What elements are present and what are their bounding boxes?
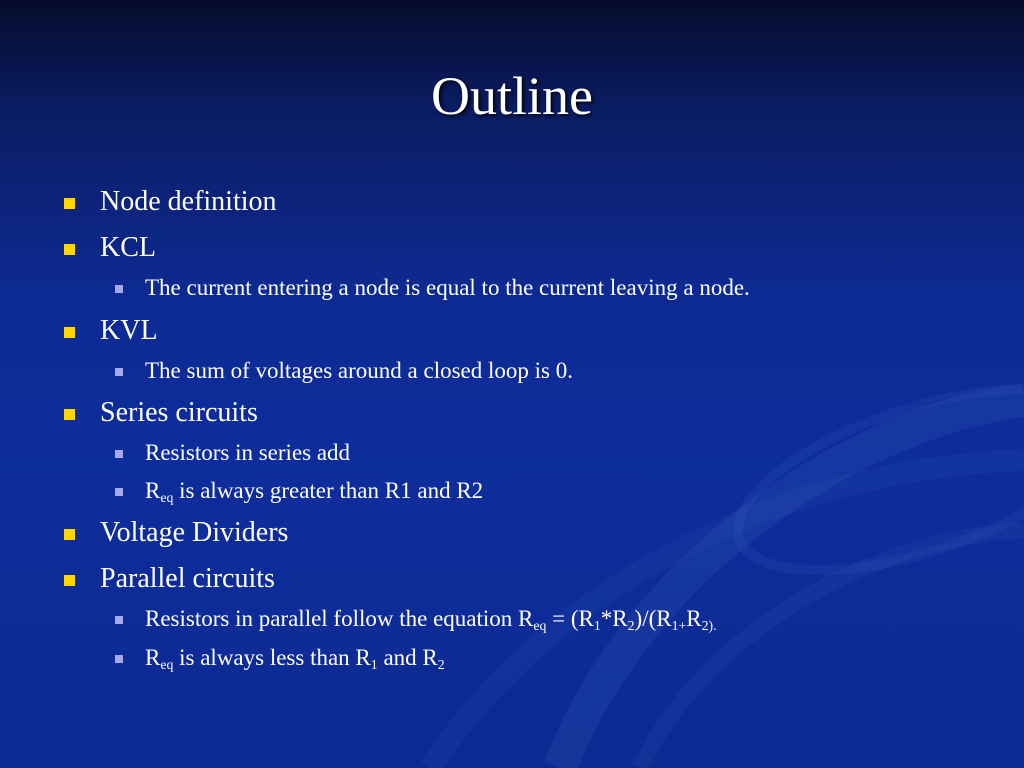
sub-bullet-kcl xyxy=(145,274,750,302)
bullet-text: Resistors in series add xyxy=(145,440,351,465)
bullet-text: Series circuits xyxy=(100,397,258,428)
bullet-kcl xyxy=(100,231,156,265)
square-sub-bullet-icon xyxy=(115,488,123,496)
slide-title: Outline xyxy=(431,66,593,126)
bullet-text: KVL xyxy=(100,315,158,346)
square-bullet-icon xyxy=(64,198,75,209)
sub-bullet-parallel-req xyxy=(145,644,445,672)
bullet-text: Voltage Dividers xyxy=(100,517,289,548)
sub-bullet-series-add xyxy=(145,439,350,467)
square-bullet-icon xyxy=(64,244,75,255)
bullet-voltage-dividers xyxy=(100,516,288,550)
bullet-text: Parallel circuits xyxy=(100,563,275,594)
square-sub-bullet-icon xyxy=(115,368,123,376)
bullet-text: KCL xyxy=(100,232,156,263)
square-bullet-icon xyxy=(64,409,75,420)
bullet-text: Resistors in parallel follow the equation $R_{eq} = (R_1*R_2)/(R_{1+}R_{2).}$ xyxy=(145,606,717,633)
bullet-text: Node definition xyxy=(100,186,277,217)
bullet-text: $R_{eq}$ is always less than $R_1$ and $R_2$ xyxy=(145,645,445,672)
square-bullet-icon xyxy=(64,529,75,540)
bullet-parallel-circuits xyxy=(100,562,275,596)
square-sub-bullet-icon xyxy=(115,285,123,293)
sub-bullet-kvl xyxy=(145,357,573,385)
square-bullet-icon xyxy=(64,327,75,338)
bullet-text: The sum of voltages around a closed loop is 0. xyxy=(145,358,573,383)
sub-bullet-series-req xyxy=(145,477,483,505)
bullet-node-definition xyxy=(100,185,277,219)
bullet-text: $R_{eq}$ is always greater than R1 and R2 xyxy=(145,478,484,505)
square-bullet-icon xyxy=(64,575,75,586)
bullet-kvl xyxy=(100,314,158,348)
square-sub-bullet-icon xyxy=(115,450,123,458)
bullet-series-circuits xyxy=(100,396,258,430)
bullet-text: The current entering a node is equal to the current leaving a node. xyxy=(145,275,750,300)
square-sub-bullet-icon xyxy=(115,655,123,663)
square-sub-bullet-icon xyxy=(115,616,123,624)
sub-bullet-parallel-equation xyxy=(145,605,717,633)
